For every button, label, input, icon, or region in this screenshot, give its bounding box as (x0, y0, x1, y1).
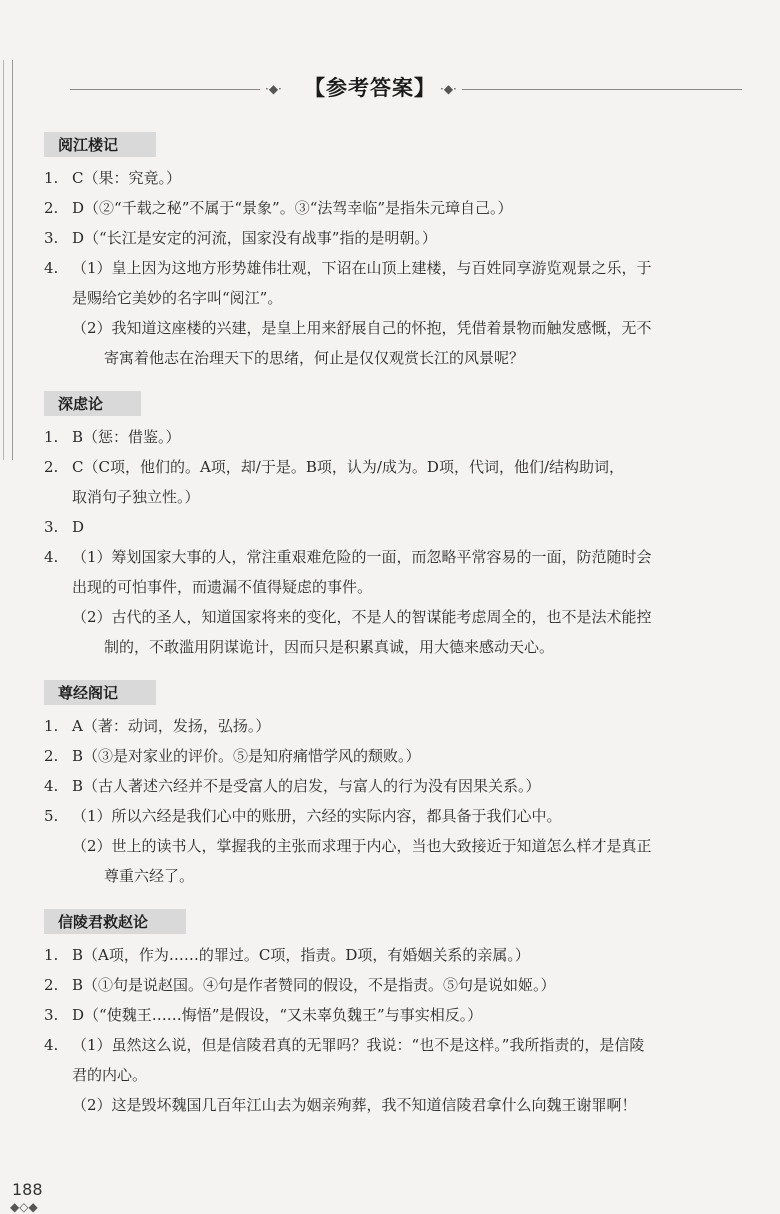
item-text: （1）筹划国家大事的人，常注重艰难危险的一面，而忽略平常容易的一面，防范随时会 (72, 548, 652, 566)
header-ornament-left: ·◆· (265, 82, 282, 96)
item-text: （1）所以六经是我们心中的账册，六经的实际内容，都具备于我们心中。 (72, 807, 562, 825)
section-title: 阅江楼记 (44, 132, 156, 157)
item-text: A（著：动词，发扬，弘扬。） (72, 717, 271, 735)
answer-section (44, 680, 764, 891)
answer-item (44, 452, 764, 512)
answer-item (44, 512, 764, 542)
answer-subitem (44, 1090, 764, 1120)
answer-item (44, 223, 764, 253)
answer-section (44, 391, 764, 662)
item-number: 4. (44, 259, 59, 277)
answer-item (44, 163, 764, 193)
item-text: D (72, 518, 85, 536)
answer-item (44, 801, 764, 831)
item-number: 1. (44, 428, 59, 446)
answer-section (44, 132, 764, 373)
answer-item (44, 422, 764, 452)
section-title: 尊经阁记 (44, 680, 156, 705)
item-number: 2. (44, 747, 59, 765)
item-number: 2. (44, 458, 59, 476)
item-text: （2）我知道这座楼的兴建，是皇上用来舒展自己的怀抱，凭借着景物而触发感慨，无不 (72, 319, 652, 337)
item-text: B（古人著述六经并不是受富人的启发，与富人的行为没有因果关系。） (72, 777, 541, 795)
header-rule-right (462, 89, 742, 90)
answer-item (44, 1030, 764, 1090)
answer-item (44, 542, 764, 602)
item-text-continued: 寄寓着他志在治理天下的思绪，何止是仅仅观赏长江的风景呢？ (104, 349, 525, 367)
answer-item (44, 711, 764, 741)
answer-section (44, 909, 764, 1120)
item-text: B（③是对家业的评价。⑤是知府痛惜学风的颓败。） (72, 747, 421, 765)
section-title: 深虑论 (44, 391, 141, 416)
answer-item (44, 253, 764, 313)
item-number: 3. (44, 1006, 59, 1024)
section-title: 信陵君救赵论 (44, 909, 186, 934)
answer-subitem (44, 313, 764, 373)
item-text-continued: 是赐给它美妙的名字叫“阅江”。 (72, 289, 283, 307)
item-text-continued: 出现的可怕事件，而遗漏不值得疑虑的事件。 (72, 578, 373, 596)
item-number: 1. (44, 946, 59, 964)
item-number: 5. (44, 807, 59, 825)
item-text: C（果：究竟。） (72, 169, 181, 187)
item-number: 2. (44, 199, 59, 217)
left-border-decoration (0, 60, 13, 460)
item-text-continued: 尊重六经了。 (104, 867, 195, 885)
page-number: 188 (12, 1180, 43, 1199)
item-text-continued: 君的内心。 (72, 1066, 148, 1084)
item-text: （1）虽然这么说，但是信陵君真的无罪吗？我说：“也不是这样。”我所指责的，是信陵 (72, 1036, 645, 1054)
item-number: 1. (44, 169, 59, 187)
item-number: 4. (44, 1036, 59, 1054)
item-text: （2）这是毁坏魏国几百年江山去为姻亲殉葬，我不知道信陵君拿什么向魏王谢罪啊！ (72, 1096, 637, 1114)
footer-ornament: ◆◇◆ (10, 1200, 38, 1214)
item-text: B（①句是说赵国。④句是作者赞同的假设，不是指责。⑤句是说如姬。） (72, 976, 556, 994)
answer-item (44, 940, 764, 970)
item-text: （2）古代的圣人，知道国家将来的变化，不是人的智谋能考虑周全的，也不是法术能控 (72, 608, 652, 626)
item-text: D（②“千载之秘”不属于“景象”。③“法驾幸临”是指朱元璋自己。） (72, 199, 513, 217)
item-number: 2. (44, 976, 59, 994)
item-number: 3. (44, 229, 59, 247)
item-text: B（惩：借鉴。） (72, 428, 181, 446)
answer-item (44, 741, 764, 771)
item-text: D（“长江是安定的河流，国家没有战事”指的是明朝。） (72, 229, 437, 247)
item-text-continued: 制的，不敢滥用阴谋诡计，因而只是积累真诚，用大德来感动天心。 (104, 638, 555, 656)
item-number: 4. (44, 777, 59, 795)
answer-subitem (44, 831, 764, 891)
item-text: B（A项，作为……的罪过。C项，指责。D项，有婚姻关系的亲属。） (72, 946, 530, 964)
answer-item (44, 1000, 764, 1030)
item-text: D（“使魏王……悔悟”是假设，“又未辜负魏王”与事实相反。） (72, 1006, 483, 1024)
header-rule-left (70, 89, 260, 90)
item-text: C（C项，他们的。A项，却/于是。B项，认为/成为。D项，代词，他们/结构助词， (72, 458, 625, 476)
page-header (70, 72, 742, 108)
answer-item (44, 771, 764, 801)
item-number: 1. (44, 717, 59, 735)
answer-item (44, 193, 764, 223)
item-number: 3. (44, 518, 59, 536)
item-number: 4. (44, 548, 59, 566)
answer-item (44, 970, 764, 1000)
answer-subitem (44, 602, 764, 662)
item-text: （2）世上的读书人，掌握我的主张而求理于内心，当也大致接近于知道怎么样才是真正 (72, 837, 652, 855)
header-ornament-right: ·◆· (440, 82, 457, 96)
item-text: （1）皇上因为这地方形势雄伟壮观，下诏在山顶上建楼，与百姓同享游览观景之乐，于 (72, 259, 652, 277)
answers-content (44, 132, 764, 1138)
item-text-continued: 取消句子独立性。） (72, 488, 200, 506)
page-title: 【参考答案】 (304, 76, 436, 100)
